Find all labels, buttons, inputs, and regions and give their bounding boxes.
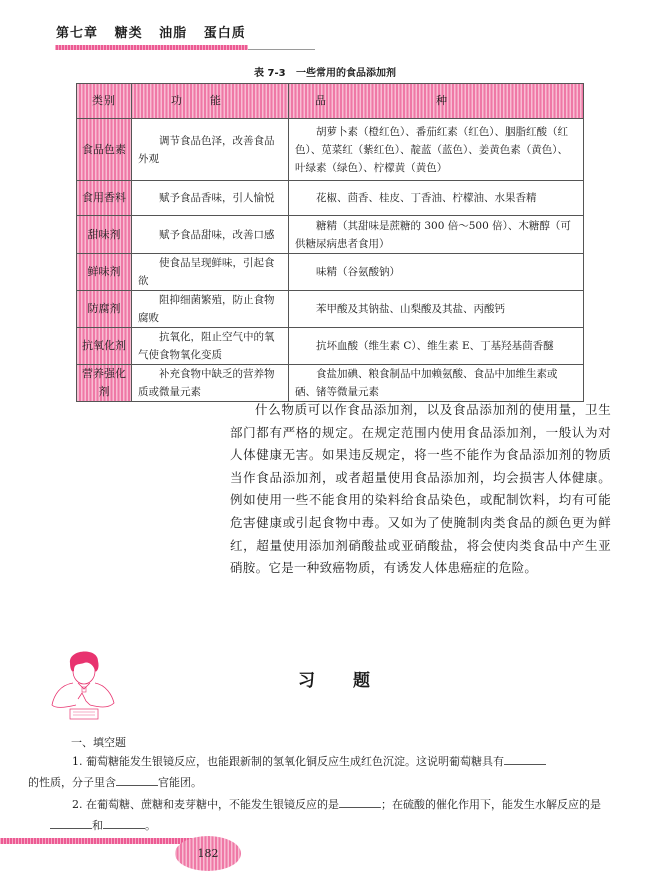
- row-varieties: [289, 365, 584, 402]
- question-1-text-b: 的性质，分子里含: [28, 776, 116, 789]
- answer-blank[interactable]: [504, 752, 546, 765]
- row-function-text: 抗氧化，阻止空气中的氧气使食物氧化变质: [138, 331, 275, 361]
- row-category: 食用香料: [77, 181, 132, 216]
- table-row: [77, 254, 584, 291]
- answer-blank[interactable]: [50, 816, 92, 829]
- question-1: [28, 751, 610, 793]
- student-writing-illustration-icon: [48, 645, 118, 725]
- row-category: 抗氧化剂: [77, 328, 132, 365]
- footer-decorative-bar: [0, 838, 196, 844]
- question-2-text-b: ；在硫酸的催化作用下，能发生水解反应的是: [381, 798, 601, 811]
- table-caption: 表 7-3 一些常用的食品添加剂: [254, 68, 396, 79]
- row-varieties: [289, 119, 584, 181]
- column-header-varieties: 品种: [289, 84, 584, 119]
- row-function: [132, 328, 289, 365]
- row-varieties-text: 食盐加碘、粮食制品中加赖氨酸、食品中加维生素或硒、锗等微量元素: [295, 368, 558, 398]
- table-header-row: [77, 84, 584, 119]
- row-category: 甜味剂: [77, 216, 132, 254]
- answer-blank[interactable]: [339, 795, 381, 808]
- row-varieties-text: 抗坏血酸（维生素 C）、维生素 E、丁基羟基茴香醚: [316, 340, 554, 352]
- row-function: [132, 365, 289, 402]
- table-row: [77, 181, 584, 216]
- chapter-title: 第七章 糖类 油脂 蛋白质: [56, 26, 246, 41]
- table-row: [77, 216, 584, 254]
- question-2-text-d: 。: [145, 819, 156, 832]
- row-category: 鲜味剂: [77, 254, 132, 291]
- row-category: 营养强化剂: [77, 365, 132, 402]
- row-varieties-text: 糖精（其甜味是蔗糖的 300 倍～500 倍）、木糖醇（可供糖尿病患者食用）: [295, 219, 571, 250]
- header-decorative-bar: [55, 45, 248, 50]
- table-row: [77, 365, 584, 402]
- question-1-text-a: 1. 葡萄糖能发生银镜反应，也能跟新制的氢氧化铜反应生成红色沉淀。这说明葡萄糖具有: [72, 755, 504, 768]
- row-varieties: [289, 216, 584, 254]
- section-heading-fill-in: 一、填空题: [71, 736, 126, 749]
- row-function-text: 补充食物中缺乏的营养物质或微量元素: [138, 368, 275, 398]
- body-paragraph: 什么物质可以作食品添加剂，以及食品添加剂的使用量，卫生部门都有严格的规定。在规定范围内使用食品添加剂，一般认为对人体健康无害。如果违反规定，将一些不能作为食品添加剂的物质当作食品添加剂，或者超量使用食品添加剂，均会损害人体健康。例如使用一些不能食用的染料给食品染色，或配制饮料，均有可能危害健康或引起食物中毒。又如为了使腌制肉类食品的颜色更为鲜红，超量使用添加剂硝酸盐或亚硝酸盐，将会使肉类食品中产生亚硝胺。它是一种致癌物质，有诱发人体患癌症的危险。: [230, 402, 611, 576]
- question-2-text-a: 2. 在葡萄糖、蔗糖和麦芽糖中，不能发生银镜反应的是: [72, 798, 339, 811]
- column-header-function: 功能: [132, 84, 289, 119]
- row-function: [132, 216, 289, 254]
- page-number: 182: [197, 847, 219, 860]
- table-row: [77, 291, 584, 328]
- question-1-text-c: 官能团。: [158, 776, 202, 789]
- row-function-text: 使食品呈现鲜味，引起食欲: [138, 257, 275, 287]
- row-function: [132, 181, 289, 216]
- row-function-text: 赋予食品甜味，改善口感: [159, 228, 275, 241]
- food-additives-table: [76, 83, 584, 402]
- row-varieties-text: 胡萝卜素（橙红色）、番茄红素（红色）、胭脂红酸（红色）、苋菜红（紫红色）、靛蓝（蓝色）、姜黄色素（黄色）、叶绿素（绿色）、柠檬黄（黄色）: [295, 125, 568, 174]
- page-number-badge: [175, 836, 241, 871]
- column-header-category: 类别: [77, 84, 132, 119]
- row-function-text: 赋予食品香味，引人愉悦: [159, 192, 275, 204]
- row-function: [132, 119, 289, 181]
- answer-blank[interactable]: [116, 773, 158, 786]
- row-varieties-text: 花椒、茴香、桂皮、丁香油、柠檬油、水果香精: [316, 192, 537, 204]
- row-function: [132, 291, 289, 328]
- row-category: 食品色素: [77, 119, 132, 181]
- exercises-title: 习题: [298, 671, 408, 691]
- header-divider-line: [248, 49, 315, 50]
- table-row: [77, 119, 584, 181]
- row-varieties-text: 味精（谷氨酸钠）: [316, 266, 400, 278]
- table-row: [77, 328, 584, 365]
- row-function-text: 阻抑细菌繁殖，防止食物腐败: [138, 294, 275, 324]
- row-varieties: [289, 328, 584, 365]
- row-function-text: 调节食品色泽，改善食品外观: [138, 134, 275, 165]
- row-varieties: [289, 181, 584, 216]
- row-function: [132, 254, 289, 291]
- question-2: [50, 794, 610, 836]
- row-category: 防腐剂: [77, 291, 132, 328]
- answer-blank[interactable]: [103, 816, 145, 829]
- row-varieties: [289, 291, 584, 328]
- row-varieties: [289, 254, 584, 291]
- row-varieties-text: 苯甲酸及其钠盐、山梨酸及其盐、丙酸钙: [316, 303, 505, 315]
- question-2-text-c: 和: [92, 819, 103, 832]
